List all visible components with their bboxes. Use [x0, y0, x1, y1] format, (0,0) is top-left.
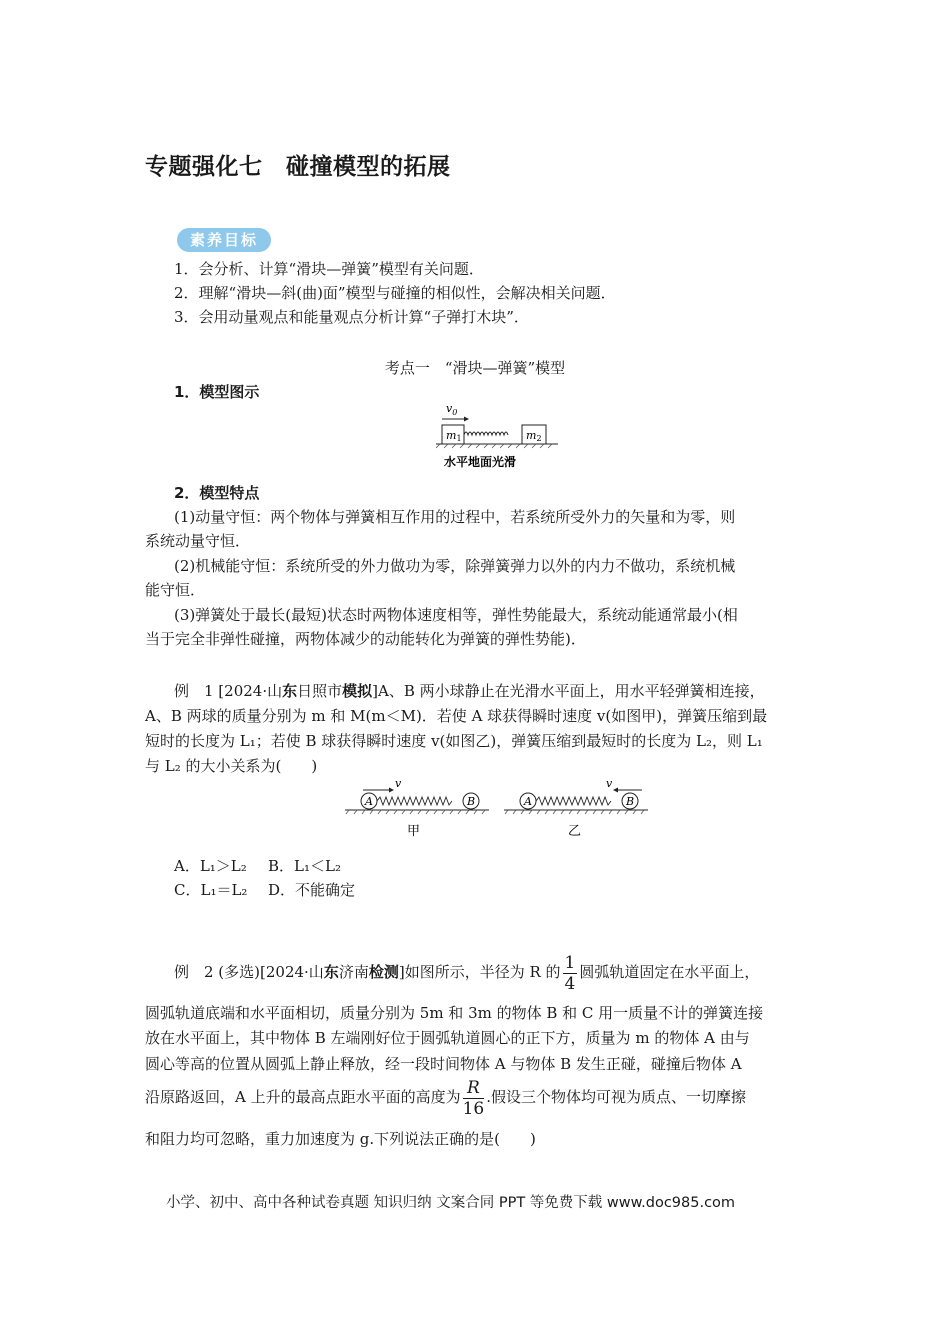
objective-3: 3．会用动量观点和能量观点分析计算“子弹打木块”．	[174, 308, 529, 326]
option-b: B．L₁＜L₂	[268, 857, 341, 875]
figure-yi	[502, 776, 650, 840]
model-diagram-heading: 1．模型图示	[174, 383, 260, 401]
example2-line-5: 沿原路返回，A 上升的最高点距水平面的高度为 $\frac{R}{16}$ .假设三个物体均可视为质点、一切摩擦	[145, 1077, 747, 1119]
velocity-label: v	[606, 777, 613, 790]
caption-jia: 甲	[407, 824, 421, 839]
ball-a-label: A	[524, 795, 532, 808]
spring-block-figure	[436, 400, 566, 472]
m1-label: m1	[446, 429, 462, 443]
example1-line-2: A、B 两球的质量分别为 m 和 M(m＜M)．若使 A 球获得瞬时速度 v(如图甲)，弹簧压缩到最	[145, 707, 768, 725]
example1-line-1: 例 1 [2024·山东日照市模拟]A、B 两小球静止在光滑水平面上，用水平轻弹簧相连接，	[174, 682, 765, 700]
feature-1-line-1: (1)动量守恒：两个物体与弹簧相互作用的过程中，若系统所受外力的矢量和为零，则	[174, 508, 736, 526]
example2-line-2: 圆弧轨道底端和水平面相切，质量分别为 5m 和 3m 的物体 B 和 C 用一质量不计的弹簧连接	[145, 1004, 764, 1022]
fraction-one-quarter: $\frac{1}{4}$	[564, 952, 576, 994]
example2-line-4: 圆心等高的位置从圆弧上静止释放，经一段时间物体 A 与物体 B 发生正碰，碰撞后物体 A	[145, 1055, 742, 1073]
feature-1-line-2: 系统动量守恒．	[145, 532, 251, 550]
figure1-caption: 水平地面光滑	[444, 455, 517, 469]
ball-a-label: A	[365, 795, 373, 808]
caption-yi: 乙	[568, 824, 582, 839]
example1-line-4: 与 L₂ 的大小关系为( )	[145, 757, 318, 775]
option-d: D．不能确定	[268, 881, 356, 899]
section-heading: 考点一 “滑块—弹簧”模型	[384, 359, 566, 377]
v0-arrowhead	[464, 417, 469, 422]
ground-hatch	[505, 810, 644, 814]
fraction-r-over-16: $\frac{R}{16}$	[462, 1077, 485, 1119]
spring	[464, 432, 508, 435]
option-a: A．L₁＞L₂	[174, 857, 247, 875]
ball-b-label: B	[467, 795, 476, 808]
m2-label: m2	[526, 429, 542, 443]
ball-b-label: B	[626, 795, 635, 808]
model-features-heading: 2．模型特点	[174, 484, 260, 502]
ground-hatch	[436, 444, 552, 448]
velocity-arrowhead	[389, 788, 394, 793]
example2-line-1: 例 2 (多选)[2024·山东济南检测]如图所示，半径为 R 的 $\frac{1}{4}$ 圆弧轨道固定在水平面上，	[174, 952, 760, 994]
velocity-label: v	[395, 777, 402, 790]
v0-label: $v_0$	[446, 402, 458, 417]
ground-hatch	[346, 810, 485, 814]
option-c: C．L₁＝L₂	[174, 881, 248, 899]
page-title: 专题强化七 碰撞模型的拓展	[145, 154, 451, 180]
feature-3-line-1: (3)弹簧处于最长(最短)状态时两物体速度相等，弹性势能最大，系统动能通常最小(相	[174, 606, 738, 624]
figure-jia	[343, 776, 491, 840]
feature-2-line-2: 能守恒．	[145, 581, 206, 599]
example2-line-6: 和阻力均可忽略，重力加速度为 g.下列说法正确的是( )	[145, 1130, 536, 1148]
spring-zigzag	[377, 797, 452, 805]
objective-1: 1．会分析、计算“滑块—弹簧”模型有关问题．	[174, 260, 484, 278]
footer: 小学、初中、高中各种试卷真题 知识归纳 文案合同 PPT 等免费下载 www.doc985.com	[166, 1195, 736, 1211]
feature-3-line-2: 当于完全非弹性碰撞，两物体减少的动能转化为弹簧的弹性势能)．	[145, 630, 586, 648]
velocity-arrowhead	[613, 788, 618, 793]
example1-line-3: 短时的长度为 L₁；若使 B 球获得瞬时速度 v(如图乙)，弹簧压缩到最短时的长度为 L₂，则 L₁	[145, 732, 763, 750]
example2-line-3: 放在水平面上，其中物体 B 左端刚好位于圆弧轨道圆心的正下方，质量为 m 的物体 A 由与	[145, 1029, 750, 1047]
spring-zigzag	[536, 797, 611, 805]
feature-2-line-1: (2)机械能守恒：系统所受的外力做功为零，除弹簧弹力以外的内力不做功，系统机械	[174, 557, 736, 575]
objectives-badge: 素养目标	[177, 228, 271, 252]
objective-2: 2．理解“滑块—斜(曲)面”模型与碰撞的相似性，会解决相关问题．	[174, 284, 616, 302]
